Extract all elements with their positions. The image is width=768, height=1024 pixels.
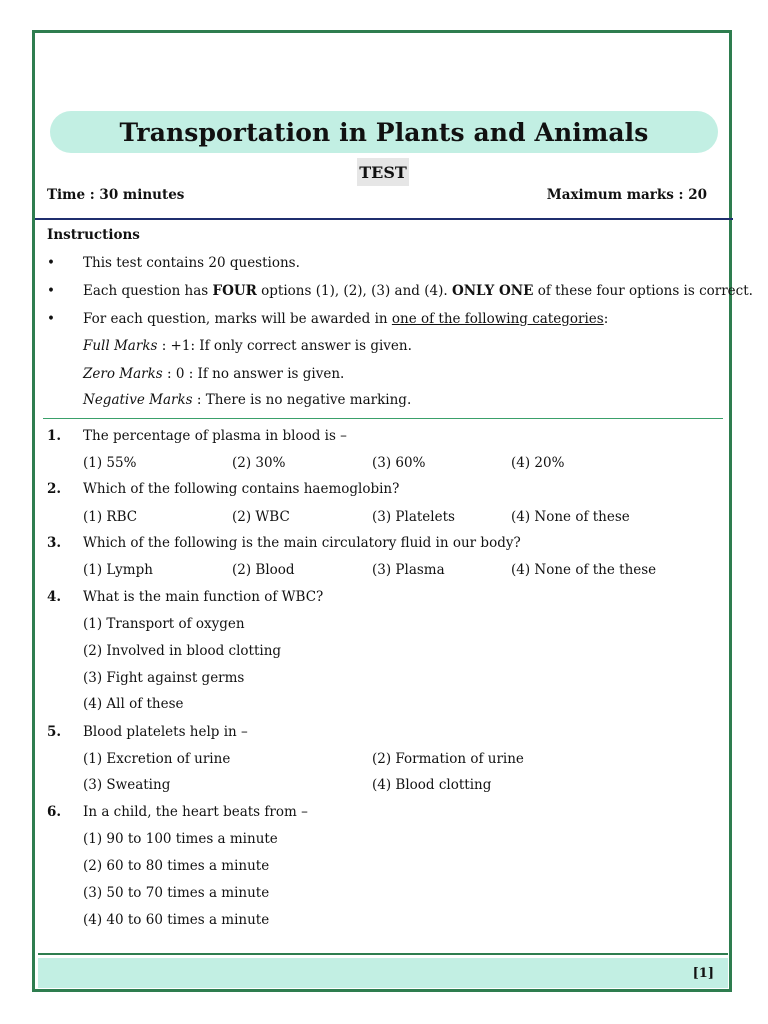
maximum-marks: Maximum marks : 20 — [546, 187, 707, 203]
option: (4) None of these — [511, 509, 630, 525]
option: (1) 55% — [83, 455, 137, 471]
page-title: Transportation in Plants and Animals — [119, 117, 649, 147]
question-number: 1. — [47, 428, 62, 444]
full-marks-line — [83, 338, 412, 354]
question-number: 2. — [47, 481, 62, 497]
question-text: What is the main function of WBC? — [83, 589, 324, 605]
option: (3) Platelets — [372, 509, 455, 525]
negative-marks-label: Negative Marks — [83, 392, 193, 408]
option: (2) 30% — [232, 455, 286, 471]
instruction-text: Each question has — [83, 283, 213, 299]
option: (1) Lymph — [83, 562, 153, 578]
option: (2) WBC — [232, 509, 290, 525]
option: (3) Sweating — [83, 777, 171, 793]
footer-divider — [38, 953, 728, 955]
footer-band — [38, 958, 728, 988]
question-number: 4. — [47, 589, 62, 605]
question-text: The percentage of plasma in blood is – — [83, 428, 347, 444]
option: (4) 20% — [511, 455, 565, 471]
header-divider — [35, 218, 733, 220]
instruction-text: of these four options is correct. — [533, 283, 753, 299]
zero-marks-text: : 0 : If no answer is given. — [162, 366, 345, 382]
option: (2) Involved in blood clotting — [83, 643, 282, 659]
question-number: 3. — [47, 535, 62, 551]
time-limit: Time : 30 minutes — [47, 187, 185, 203]
option: (3) 60% — [372, 455, 426, 471]
bullet-icon: • — [47, 283, 55, 299]
emphasis-four: FOUR — [212, 283, 257, 299]
option: (2) 60 to 80 times a minute — [83, 858, 270, 874]
option: (1) Excretion of urine — [83, 751, 231, 767]
option: (4) 40 to 60 times a minute — [83, 912, 270, 928]
question-number: 6. — [47, 804, 62, 820]
zero-marks-label: Zero Marks — [83, 366, 163, 382]
bullet-icon: • — [47, 255, 55, 271]
option: (3) Fight against germs — [83, 670, 245, 686]
underlined-categories: one of the following categories — [391, 311, 604, 327]
instruction-text: options (1), (2), (3) and (4). — [256, 283, 452, 299]
full-marks-label: Full Marks — [83, 338, 158, 354]
page-number: [1] — [692, 966, 714, 981]
test-meta-row — [47, 187, 707, 205]
instruction-text: For each question, marks will be awarded in — [83, 311, 392, 327]
option: (1) Transport of oxygen — [83, 616, 245, 632]
option: (1) RBC — [83, 509, 138, 525]
negative-marks-text: : There is no negative marking. — [192, 392, 412, 408]
instructions-divider — [43, 418, 723, 419]
test-label: TEST — [357, 158, 409, 186]
bullet-icon: • — [47, 311, 55, 327]
question-text: In a child, the heart beats from – — [83, 804, 308, 820]
question-text: Which of the following contains haemoglobin? — [83, 481, 400, 497]
full-marks-text: : +1: If only correct answer is given. — [157, 338, 412, 354]
option: (4) None of the these — [511, 562, 657, 578]
instruction-line-1: This test contains 20 questions. — [83, 255, 300, 271]
option: (3) 50 to 70 times a minute — [83, 885, 270, 901]
question-number: 5. — [47, 724, 62, 740]
instruction-line-2 — [83, 283, 753, 299]
question-text: Blood platelets help in – — [83, 724, 248, 740]
option: (2) Blood — [232, 562, 295, 578]
option: (1) 90 to 100 times a minute — [83, 831, 278, 847]
option: (2) Formation of urine — [372, 751, 524, 767]
instructions-heading: Instructions — [47, 227, 140, 243]
zero-marks-line — [83, 366, 344, 382]
instruction-line-3 — [83, 311, 608, 327]
question-text: Which of the following is the main circulatory fluid in our body? — [83, 535, 521, 551]
option: (3) Plasma — [372, 562, 445, 578]
negative-marks-line — [83, 392, 411, 408]
option: (4) All of these — [83, 696, 184, 712]
emphasis-only-one: ONLY ONE — [451, 283, 534, 299]
title-banner — [50, 111, 718, 153]
instruction-text: : — [603, 311, 609, 327]
option: (4) Blood clotting — [372, 777, 492, 793]
